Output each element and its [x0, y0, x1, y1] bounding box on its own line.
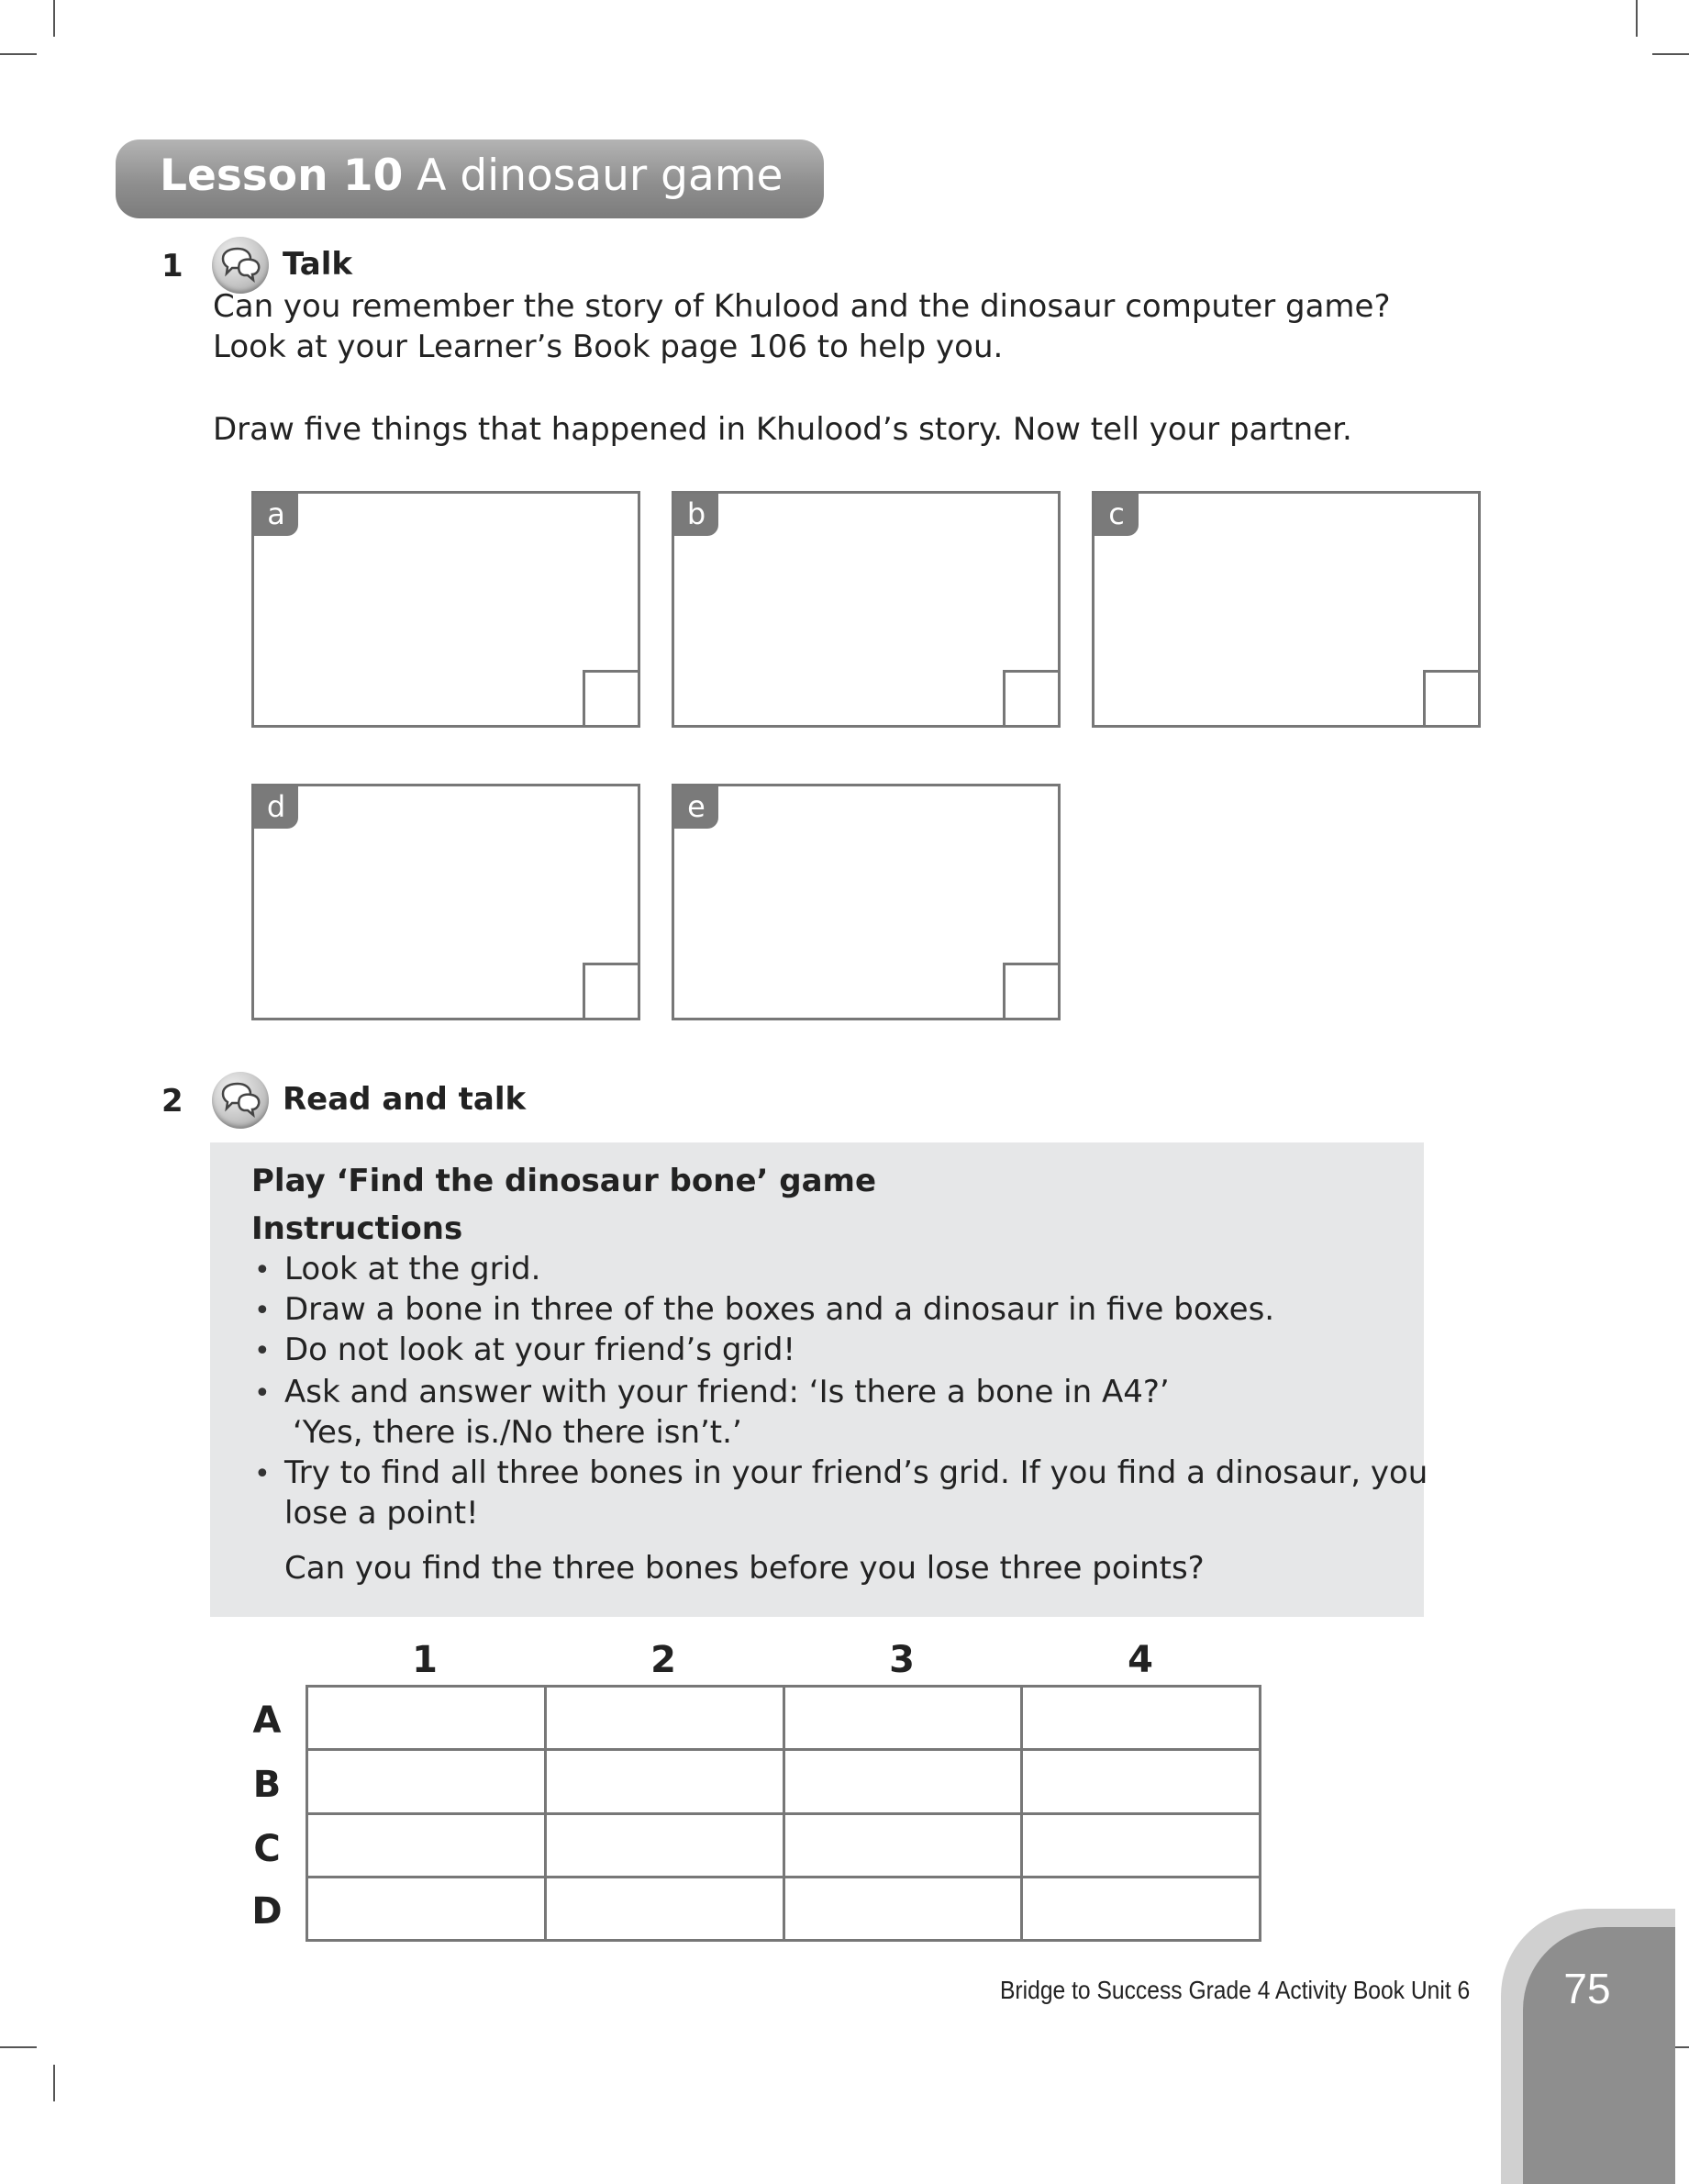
grid-row	[307, 1877, 1261, 1940]
instructions-heading: Instructions	[251, 1210, 463, 1247]
tick-box[interactable]	[583, 963, 638, 1018]
crop-mark	[1636, 0, 1638, 37]
instruction-item: Ask and answer with your friend: ‘Is there a bone in A4?’	[284, 1374, 1170, 1410]
grid-cell[interactable]	[545, 1813, 783, 1877]
speech-bubbles-icon	[212, 1072, 269, 1129]
lesson-number: Lesson 10	[160, 150, 404, 201]
bullet-marker: •	[254, 1335, 271, 1367]
grid-cell[interactable]	[783, 1877, 1022, 1940]
tick-box[interactable]	[583, 670, 638, 725]
grid-cell[interactable]	[783, 1813, 1022, 1877]
grid-cell[interactable]	[783, 1750, 1022, 1813]
activity-2-number: 2	[161, 1083, 183, 1120]
grid-column-label: 1	[412, 1639, 438, 1681]
panel-label: c	[1095, 494, 1139, 536]
tick-box[interactable]	[1423, 670, 1478, 725]
grid-cell[interactable]	[307, 1750, 546, 1813]
panel-label: a	[254, 494, 298, 536]
footer-book: Grade 4 Activity Book Unit 6	[1188, 1976, 1471, 2004]
crop-mark	[53, 0, 55, 37]
drawing-panel-d[interactable]	[251, 784, 640, 1020]
grid-row	[307, 1687, 1261, 1750]
instructions-box	[210, 1142, 1428, 1617]
grid-cell[interactable]	[1022, 1877, 1261, 1940]
crop-mark	[1652, 53, 1689, 55]
instruction-item: Try to find all three bones in your friend’s grid. If you find a dinosaur, you	[284, 1454, 1428, 1491]
crop-mark	[0, 53, 37, 55]
activity-1-line-2: Look at your Learner’s Book page 106 to help you.	[213, 329, 1004, 365]
activity-1-line-3: Draw five things that happened in Khulood’s story. Now tell your partner.	[213, 411, 1352, 448]
grid-cell[interactable]	[1022, 1687, 1261, 1750]
grid-column-label: 2	[650, 1639, 676, 1681]
drawing-panel-b[interactable]	[672, 491, 1061, 728]
bullet-marker: •	[254, 1377, 271, 1410]
instruction-item-continued: ‘Yes, there is./No there isn’t.’	[293, 1414, 742, 1451]
drawing-panel-e[interactable]	[672, 784, 1061, 1020]
speech-bubbles-icon	[212, 237, 269, 294]
dinosaur-bone-grid	[306, 1685, 1261, 1942]
grid-cell[interactable]	[545, 1877, 783, 1940]
bullet-marker: •	[254, 1458, 271, 1490]
grid-cell[interactable]	[307, 1687, 546, 1750]
grid-row	[307, 1750, 1261, 1813]
grid-column-label: 3	[889, 1639, 915, 1681]
crop-mark	[53, 2065, 55, 2101]
closing-question: Can you find the three bones before you lose three points?	[284, 1550, 1205, 1587]
grid-row-label: B	[252, 1764, 282, 1806]
bullet-marker: •	[254, 1254, 271, 1287]
grid-row	[307, 1813, 1261, 1877]
instruction-item: Draw a bone in three of the boxes and a dinosaur in five boxes.	[284, 1291, 1275, 1328]
lesson-banner	[116, 139, 824, 218]
activity-2-heading: Read and talk	[283, 1081, 527, 1118]
crop-mark	[0, 2046, 37, 2048]
grid-cell[interactable]	[545, 1687, 783, 1750]
grid-cell[interactable]	[1022, 1750, 1261, 1813]
grid-cell[interactable]	[545, 1750, 783, 1813]
game-title: Play ‘Find the dinosaur bone’ game	[251, 1163, 877, 1199]
panel-label: d	[254, 786, 298, 829]
instruction-item: Look at the grid.	[284, 1251, 541, 1287]
activity-1-heading: Talk	[283, 246, 353, 283]
grid-cell[interactable]	[307, 1877, 546, 1940]
panel-label: b	[674, 494, 718, 536]
lesson-title: A dinosaur game	[417, 150, 783, 201]
grid-column-label: 4	[1128, 1639, 1153, 1681]
instruction-item: Do not look at your friend’s grid!	[284, 1332, 796, 1368]
page-number: 75	[1563, 1965, 1611, 2012]
instruction-item-continued: lose a point!	[284, 1495, 479, 1532]
grid-cell[interactable]	[783, 1687, 1022, 1750]
tick-box[interactable]	[1003, 670, 1058, 725]
panel-label: e	[674, 786, 718, 829]
footer-credit	[1000, 1976, 1470, 2005]
tick-box[interactable]	[1003, 963, 1058, 1018]
footer-series: Bridge to Success	[1000, 1976, 1183, 2004]
grid-cell[interactable]	[307, 1813, 546, 1877]
grid-row-label: A	[252, 1699, 282, 1742]
activity-1-number: 1	[161, 248, 183, 284]
grid-cell[interactable]	[1022, 1813, 1261, 1877]
bullet-marker: •	[254, 1295, 271, 1327]
activity-1-line-1: Can you remember the story of Khulood and the dinosaur computer game?	[213, 288, 1391, 325]
grid-row-label: C	[253, 1828, 281, 1870]
drawing-panel-a[interactable]	[251, 491, 640, 728]
grid-row-label: D	[251, 1890, 283, 1933]
drawing-panel-c[interactable]	[1092, 491, 1481, 728]
